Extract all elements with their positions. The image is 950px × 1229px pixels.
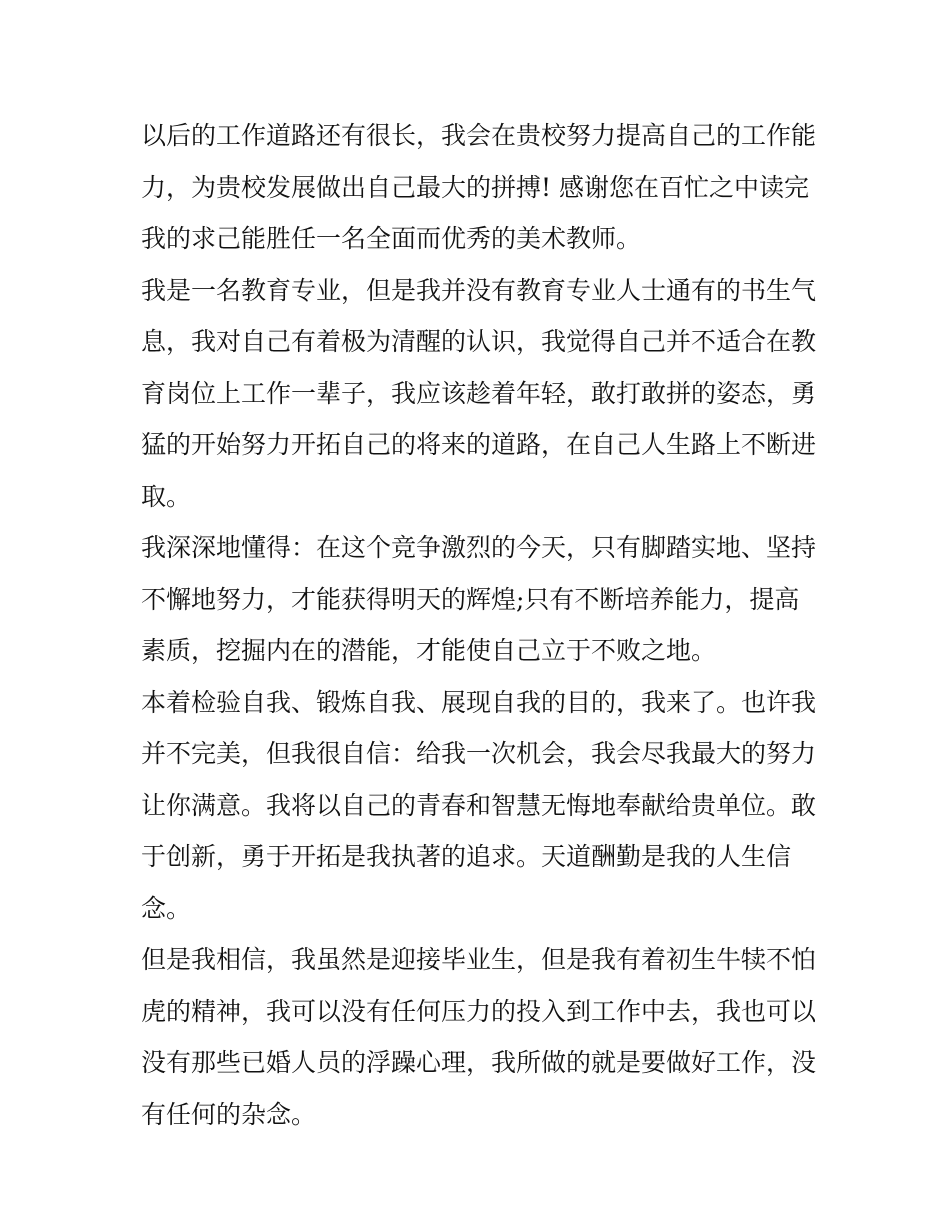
document-body — [141, 110, 816, 1140]
text-line: 我的求己能胜任一名全面而优秀的美术教师。 — [141, 224, 642, 253]
text-line: 虎的精神，我可以没有任何压力的投入到工作中去，我也可以 — [141, 996, 817, 1026]
paragraph-1 — [141, 110, 816, 265]
text-line: 力，为贵校发展做出自己最大的拼搏! 感谢您在百忙之中读完 — [141, 172, 809, 202]
text-line: 我是一名教育专业，但是我并没有教育专业人士通有的书生气 — [141, 275, 817, 305]
text-line: 以后的工作道路还有很长，我会在贵校努力提高自己的工作能 — [141, 121, 817, 150]
text-line: 素质，挖掘内在的潜能，才能使自己立于不败之地。 — [141, 636, 717, 665]
paragraph-3 — [141, 522, 816, 677]
text-line: 没有那些已婚人员的浮躁心理，我所做的就是要做好工作，没 — [141, 1048, 817, 1077]
text-line: 不懈地努力，才能获得明天的辉煌;只有不断培养能力，提高 — [141, 584, 800, 614]
text-line: 息，我对自己有着极为清醒的认识，我觉得自己并不适合在教 — [141, 327, 817, 356]
text-line: 育岗位上工作一辈子，我应该趁着年轻，敢打敢拼的姿态，勇 — [141, 378, 817, 408]
text-line: 我深深地懂得：在这个竞争激烈的今天，只有脚踏实地、坚持 — [141, 533, 817, 562]
text-line: 但是我相信，我虽然是迎接毕业生，但是我有着初生牛犊不怕 — [141, 945, 817, 974]
text-line: 念。 — [141, 893, 192, 923]
text-line: 猛的开始努力开拓自己的将来的道路，在自己人生路上不断进 — [141, 430, 817, 459]
text-line: 并不完美，但我很自信：给我一次机会，我会尽我最大的努力 — [141, 739, 817, 768]
text-line: 取。 — [141, 481, 192, 511]
paragraph-4 — [141, 677, 816, 935]
paragraph-5 — [141, 934, 816, 1140]
text-line: 有任何的杂念。 — [141, 1099, 317, 1129]
paragraph-2 — [141, 265, 816, 523]
text-line: 于创新，勇于开拓是我执著的追求。天道酬勤是我的人生信 — [141, 842, 792, 871]
text-line: 本着检验自我、锻炼自我、展现自我的目的，我来了。也许我 — [141, 687, 817, 717]
text-line: 让你满意。我将以自己的青春和智慧无悔地奉献给贵单位。敢 — [141, 790, 817, 820]
